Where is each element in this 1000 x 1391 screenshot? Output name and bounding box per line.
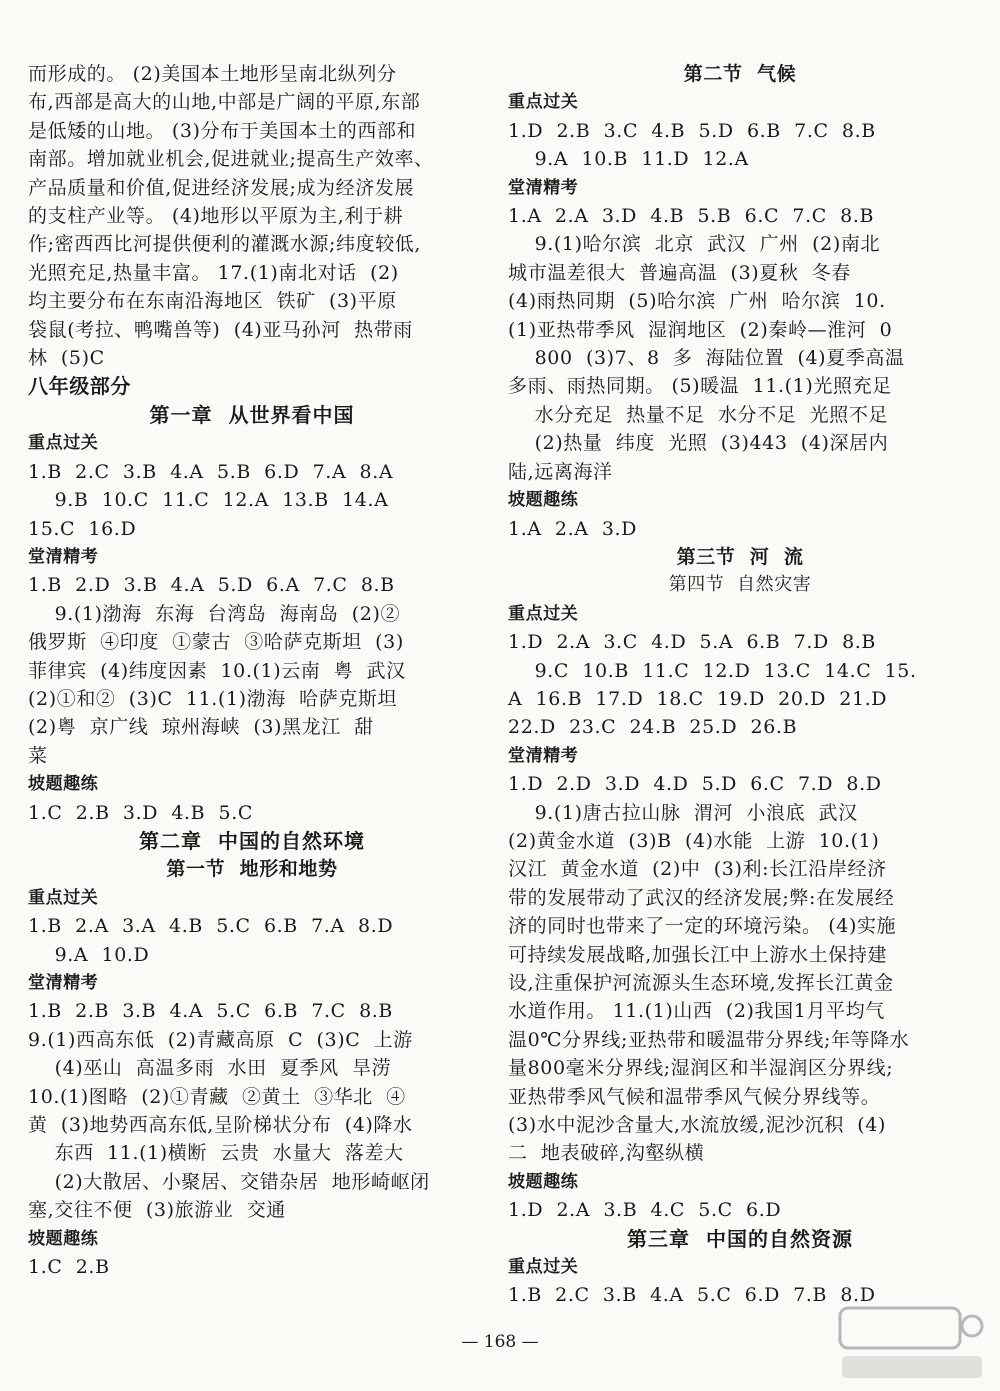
section-heading: 重点过关	[508, 92, 579, 113]
chapter-title: 第二章 中国的自然环境	[139, 828, 365, 853]
answer-line: 带的发展带动了武汉的经济发展;弊:在发展经	[508, 886, 895, 909]
page-number: — 168 —	[461, 1332, 539, 1352]
answer-line: (3)水中泥沙含量大,水流放缓,泥沙沉积 (4)	[508, 1114, 886, 1137]
answer-line: 9.B 10.C 11.C 12.A 13.B 14.A	[54, 489, 389, 512]
answer-line: 布,西部是高大的山地,中部是广阔的平原,东部	[28, 91, 421, 114]
answer-line: 温0℃分界线;亚热带和暖温带分界线;年等降水	[508, 1028, 910, 1051]
section-heading: 坡题趣练	[508, 1171, 579, 1192]
answer-line: 东西 11.(1)横断 云贵 水量大 落差大	[54, 1142, 404, 1165]
answer-line: 9.C 10.B 11.C 12.D 13.C 14.C 15.	[534, 659, 917, 682]
section-title: 第二节 气候	[683, 63, 797, 85]
answer-line: 800 (3)7、8 多 海陆位置 (4)夏季高温	[534, 347, 905, 370]
section-title: 第三节 河 流	[676, 545, 804, 568]
answer-line: A 16.B 17.D 18.C 19.D 20.D 21.D	[508, 687, 888, 710]
answer-line: 1.A 2.A 3.D	[508, 517, 638, 540]
answer-line: 1.C 2.B	[28, 1256, 110, 1279]
answer-line: 1.B 2.B 3.B 4.A 5.C 6.B 7.C 8.B	[28, 1000, 393, 1023]
part-title: 八年级部分	[28, 374, 131, 399]
answer-line: (2)大散居、小聚居、交错杂居 地形崎岖闭	[54, 1170, 430, 1193]
answer-line: 黄 (3)地势西高东低,呈阶梯状分布 (4)降水	[28, 1114, 413, 1137]
answer-line: 可持续发展战略,加强长江中上游水土保持建	[508, 943, 888, 966]
answer-line: 而形成的。 (2)美国本土地形呈南北纵列分	[28, 63, 397, 85]
answer-line: 9.A 10.D	[54, 943, 150, 966]
answer-line: 1.B 2.C 3.B 4.A 5.C 6.D 7.B 8.D	[508, 1284, 876, 1307]
answer-line: 22.D 23.C 24.B 25.D 26.B	[508, 716, 798, 739]
section-heading: 堂清精考	[508, 177, 579, 198]
chapter-title: 第一章 从世界看中国	[149, 402, 355, 427]
answer-line: 9.(1)唐古拉山脉 渭河 小浪底 武汉	[534, 801, 858, 824]
answer-line: 作;密西西比河提供便利的灌溉水源;纬度较低,	[28, 233, 422, 256]
section-heading: 重点过关	[508, 603, 579, 624]
answer-line: 光照充足,热量丰富。 17.(1)南北对话 (2)	[28, 261, 399, 284]
answer-line: 设,注重保护河流源头生态环境,发挥长江黄金	[508, 972, 894, 994]
section-heading: 堂清精考	[28, 546, 99, 567]
section-heading: 堂清精考	[28, 973, 99, 993]
answer-line: 菲律宾 (4)纬度因素 10.(1)云南 粤 武汉	[28, 659, 406, 682]
right-column	[508, 60, 972, 1310]
answer-line: 9.A 10.B 11.D 12.A	[534, 148, 749, 171]
answer-line: (2)黄金水道 (3)B (4)水能 上游 10.(1)	[508, 829, 880, 852]
section-heading: 坡题趣练	[28, 1228, 99, 1249]
answer-line: 1.A 2.A 3.D 4.B 5.B 6.C 7.C 8.B	[508, 205, 875, 228]
answer-line: 二 地表破碎,沟壑纵横	[508, 1142, 705, 1165]
answer-line: 多雨、雨热同期。 (5)暖温 11.(1)光照充足	[508, 375, 892, 398]
watermark-logo	[836, 1300, 986, 1382]
answer-line: 城市温差很大 普遍高温 (3)夏秋 冬春	[508, 261, 851, 284]
answer-line: 水道作用。 11.(1)山西 (2)我国1月平均气	[508, 1000, 885, 1023]
answer-line: 9.(1)西高东低 (2)青藏高原 C (3)C 上游	[28, 1028, 413, 1051]
section-title: 第一节 地形和地势	[166, 858, 338, 881]
section-heading: 重点过关	[28, 887, 99, 908]
section-subtitle: 第四节 自然灾害	[668, 574, 812, 596]
answer-line: 俄罗斯 ④印度 ①蒙古 ③哈萨克斯坦 (3)	[28, 631, 404, 654]
answer-line: 菜	[28, 744, 48, 767]
answer-line: 汉江 黄金水道 (2)中 (3)利:长江沿岸经济	[508, 858, 887, 881]
answer-line: 1.C 2.B 3.D 4.B 5.C	[28, 801, 253, 824]
answer-line: (1)亚热带季风 湿润地区 (2)秦岭—淮河 0	[508, 318, 893, 341]
answer-line: (4)巫山 高温多雨 水田 夏季风 旱涝	[54, 1057, 392, 1080]
answer-line: 水分充足 热量不足 水分不足 光照不足	[534, 403, 889, 426]
answer-line: 9.(1)哈尔滨 北京 武汉 广州 (2)南北	[534, 233, 881, 256]
answer-line: 1.D 2.A 3.C 4.D 5.A 6.B 7.D 8.B	[508, 631, 876, 654]
answer-line: 陆,远离海洋	[508, 460, 613, 483]
section-heading: 重点过关	[28, 433, 99, 454]
answer-line: 9.(1)渤海 东海 台湾岛 海南岛 (2)②	[54, 602, 401, 625]
chapter-title: 第三章 中国的自然资源	[627, 1226, 853, 1251]
answer-line: 是低矮的山地。 (3)分布于美国本土的西部和	[28, 119, 417, 142]
answer-line: (2)热量 纬度 光照 (3)443 (4)深居内	[534, 432, 889, 455]
section-heading: 坡题趣练	[508, 490, 579, 511]
answer-line: 10.(1)图略 (2)①青藏 ②黄土 ③华北 ④	[28, 1085, 406, 1108]
answer-line: 1.D 2.B 3.C 4.B 5.D 6.B 7.C 8.B	[508, 119, 876, 142]
answer-line: 南部。增加就业机会,促进就业;提高生产效率、	[28, 148, 434, 171]
answer-line: 量800毫米分界线;湿润区和半湿润区分界线;	[508, 1057, 894, 1080]
answer-line: 袋鼠(考拉、鸭嘴兽等) (4)亚马孙河 热带雨	[28, 318, 413, 341]
answer-line: 济的同时也带来了一定的环境污染。 (4)实施	[508, 915, 897, 938]
answer-line: 1.D 2.D 3.D 4.D 5.D 6.C 7.D 8.D	[508, 773, 882, 796]
left-column	[28, 60, 476, 1281]
answer-line: 1.B 2.A 3.A 4.B 5.C 6.B 7.A 8.D	[28, 915, 394, 938]
answer-line: (4)雨热同期 (5)哈尔滨 广州 哈尔滨 10.	[508, 290, 886, 313]
answer-line: 的支柱产业等。 (4)地形以平原为主,利于耕	[28, 205, 404, 228]
answer-line: 塞,交往不便 (3)旅游业 交通	[28, 1199, 286, 1222]
answer-line: 均主要分布在东南沿海地区 铁矿 (3)平原	[28, 290, 397, 313]
answer-line: (2)①和② (3)C 11.(1)渤海 哈萨克斯坦	[28, 687, 398, 710]
section-heading: 堂清精考	[508, 745, 579, 766]
answer-line: 15.C 16.D	[28, 517, 137, 540]
answer-line: 产品质量和价值,促进经济发展;成为经济发展	[28, 176, 415, 199]
answer-line: 林 (5)C	[28, 347, 105, 370]
answer-line: 1.B 2.D 3.B 4.A 5.D 6.A 7.C 8.B	[28, 574, 395, 597]
section-heading: 坡题趣练	[28, 774, 99, 795]
answer-line: 1.B 2.C 3.B 4.A 5.B 6.D 7.A 8.A	[28, 460, 394, 483]
section-heading: 重点过关	[508, 1257, 579, 1278]
answer-line: 亚热带季风气候和温带季风气候分界线等。	[508, 1085, 881, 1108]
answer-line: 1.D 2.A 3.B 4.C 5.C 6.D	[508, 1199, 782, 1222]
answer-line: (2)粤 京广线 琼州海峡 (3)黑龙江 甜	[28, 716, 374, 739]
